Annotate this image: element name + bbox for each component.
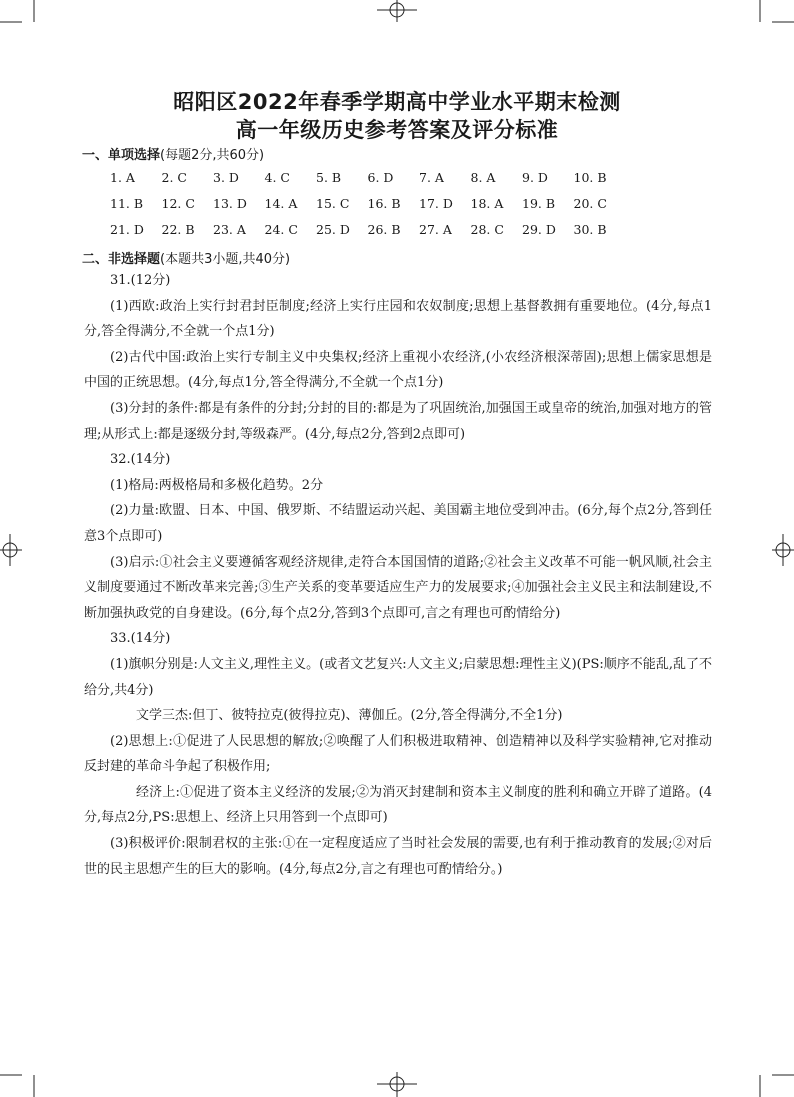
question-33-header: 33.(14分) bbox=[110, 631, 171, 647]
q31-part2: (2)古代中国:政治上实行专制主义中央集权;经济上重视小农经济,(小农经济根深蒂固);思想上儒家思想是中国的正统思想。(4分,每点1分,答全得满分,不全就一个点1分) bbox=[84, 349, 712, 391]
answer-item: 3. D bbox=[213, 170, 239, 185]
answer-item: 19. B bbox=[522, 196, 556, 211]
answer-item: 29. D bbox=[522, 222, 556, 237]
answer-item: 13. D bbox=[213, 196, 247, 211]
answer-item: 15. C bbox=[316, 196, 350, 211]
answer-item: 4. C bbox=[264, 170, 290, 185]
question-32-header: 32.(14分) bbox=[110, 452, 171, 468]
answer-item: 25. D bbox=[316, 222, 350, 237]
answer-item: 28. C bbox=[470, 222, 504, 237]
answer-item: 11. B bbox=[110, 196, 144, 211]
answer-item: 23. A bbox=[213, 222, 246, 237]
answer-item: 17. D bbox=[419, 196, 453, 211]
q33-part1-sub: 文学三杰:但丁、彼特拉克(彼得拉克)、薄伽丘。(2分,答全得满分,不全1分) bbox=[136, 708, 563, 724]
q33-part1: (1)旗帜分别是:人文主义,理性主义。(或者文艺复兴:人文主义;启蒙思想:理性主义)(PS:顺序不能乱,乱了不给分,共4分) bbox=[84, 656, 712, 698]
answer-item: 6. D bbox=[367, 170, 394, 185]
answer-item: 14. A bbox=[264, 196, 298, 211]
answer-item: 30. B bbox=[573, 222, 607, 237]
page-title: 昭阳区2022年春季学期高中学业水平期末检测 bbox=[173, 90, 621, 114]
answer-item: 21. D bbox=[110, 222, 144, 237]
answer-item: 27. A bbox=[419, 222, 452, 237]
q33-part3: (3)积极评价:限制君权的主张:①在一定程度适应了当时社会发展的需要,也有利于推动教育的发展;②对后世的民主思想产生的巨大的影响。(4分,每点2分,言之有理也可酌情给分。) bbox=[84, 836, 712, 877]
answer-item: 20. C bbox=[573, 196, 607, 211]
section-1-heading bbox=[82, 144, 264, 163]
answer-item: 24. C bbox=[264, 222, 298, 237]
section-2-note: (本题共3小题,共40分) bbox=[160, 252, 291, 267]
answer-explanations bbox=[84, 268, 712, 882]
q32-part2: (2)力量:欧盟、日本、中国、俄罗斯、不结盟运动兴起、美国霸主地位受到冲击。(6分,每个点2分,答到任意3个点即可) bbox=[84, 503, 712, 544]
q33-part2: (2)思想上:①促进了人民思想的解放;②唤醒了人们积极进取精神、创造精神以及科学实验精神,它对推动反封建的革命斗争起了积极作用; bbox=[84, 733, 712, 775]
answer-item: 9. D bbox=[522, 170, 548, 185]
question-31-header: 31.(12分) bbox=[110, 273, 171, 288]
answer-item: 12. C bbox=[161, 196, 195, 211]
answer-item: 16. B bbox=[367, 196, 401, 211]
answer-item: 1. A bbox=[110, 170, 135, 185]
q33-part2-sub: 经济上:①促进了资本主义经济的发展;②为消灭封建制和资本主义制度的胜利和确立开辟了道路。(4分,每点2分,PS:思想上、经济上只用答到一个点即可) bbox=[84, 784, 712, 826]
answer-item: 2. C bbox=[161, 170, 187, 185]
answer-item: 8. A bbox=[470, 170, 496, 185]
answer-item: 22. B bbox=[161, 222, 195, 237]
answer-item: 18. A bbox=[470, 196, 504, 211]
section-1-title: 一、单项选择 bbox=[82, 148, 161, 163]
section-2-title: 二、非选择题 bbox=[82, 252, 161, 267]
answer-item: 10. B bbox=[573, 170, 607, 185]
q32-part3: (3)启示:①社会主义要遵循客观经济规律,走符合本国国情的道路;②社会主义改革不可能一帆风顺,社会主义制度要通过不断改革来完善;③生产关系的变革要适应生产力的发展要求;④加强社会主义民主和法制建设,不断加强执政党的自身建设。(6分,每个点2分,答到3个点即可,言之有理也可酌情给分) bbox=[84, 554, 712, 621]
answer-item: 7. A bbox=[419, 170, 444, 185]
q31-part1: (1)西欧:政治上实行封君封臣制度;经济上实行庄园和农奴制度;思想上基督教拥有重要地位。(4分,每点1分,答全得满分,不全就一个点1分) bbox=[84, 298, 712, 340]
section-2-heading bbox=[82, 248, 290, 267]
answer-item: 5. B bbox=[316, 170, 342, 185]
q32-part1: (1)格局:两极格局和多极化趋势。2分 bbox=[110, 477, 324, 493]
q31-part3: (3)分封的条件:都是有条件的分封;分封的目的:都是为了巩固统治,加强国王或皇帝的统治,加强对地方的管理;从形式上:都是逐级分封,等级森严。(4分,每点2分,答到2点即可) bbox=[84, 400, 712, 442]
section-1-note: (每题2分,共60分) bbox=[160, 148, 265, 163]
page-subtitle: 高一年级历史参考答案及评分标准 bbox=[235, 118, 559, 142]
answer-item: 26. B bbox=[367, 222, 401, 237]
